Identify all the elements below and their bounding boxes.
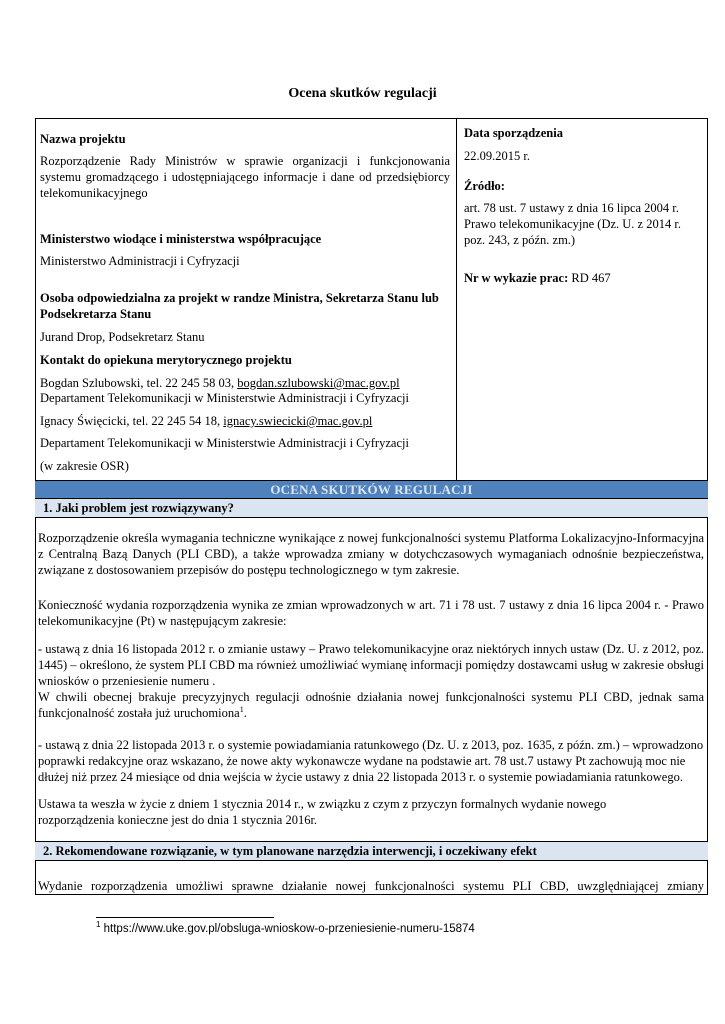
- ministry-label: Ministerstwo wiodące i ministerstwa współpracujące: [40, 232, 322, 246]
- source-text: art. 78 ust. 7 ustawy z dnia 16 lipca 2004 r. Prawo telekomunikacyjne (Dz. U. z 2014 r. poz. 243, z późn. zm.): [464, 201, 681, 247]
- section-1-para-3: - ustawą z dnia 16 listopada 2012 r. o zmianie ustawy – Prawo telekomunikacyjne oraz niektórych innych ustaw (Dz. U. z 2012, poz. 1445) – określono, że system PLI CBD ma również umożliwiać wymianę informacji pomiędzy dostawcami usług w zakresie obsługi wniosków o przeniesienie numeru .: [38, 642, 704, 688]
- contact-1-name: Bogdan Szlubowski, tel. 22 245 58 03,: [40, 376, 238, 390]
- section-1-para-4-text: W chwili obecnej brakuje precyzyjnych regulacji odnośnie działania nowej funkcjonalności systemu PLI CBD, jednak sama funkcjonalność została już uruchomiona: [38, 690, 704, 720]
- responsible-text: Jurand Drop, Podsekretarz Stanu: [40, 330, 205, 344]
- contact-2: [40, 413, 372, 429]
- ministry-text: Ministerstwo Administracji i Cyfryzacji: [40, 254, 240, 268]
- contact-1-dept: Departament Telekomunikacji w Ministerstwie Administracji i Cyfryzacji: [40, 391, 409, 405]
- date-label: Data sporządzenia: [464, 126, 563, 140]
- project-name-label: Nazwa projektu: [40, 132, 126, 146]
- section-1-para-2: Konieczność wydania rozporządzenia wynika ze zmian wprowadzonych w art. 71 i 78 ust. 7 ustawy z dnia 16 lipca 2004 r. - Prawo telekomunikacyjne (Pt) w następującym zakresie:: [38, 598, 704, 628]
- section-2-para-1: Wydanie rozporządzenia umożliwi sprawne działanie nowej funkcjonalności systemu PLI CBD, uwzględniającej zmiany: [38, 879, 704, 893]
- registry-label: Nr w wykazie prac:: [464, 271, 569, 285]
- section-1-para-6: Ustawa ta weszła w życie z dniem 1 stycznia 2014 r., w związku z czym z przyczyn formalnych wydanie nowego rozporządzenia konieczne jest do dnia 1 stycznia 2016r.: [38, 797, 607, 827]
- registry-line: [464, 270, 611, 286]
- page-title: Ocena skutków regulacji: [288, 86, 437, 101]
- section-1-para-5: - ustawą z dnia 22 listopada 2013 r. o systemie powiadamiania ratunkowego (Dz. U. z 2013, poz. 1635, z późn. zm.) – wprowadzono poprawki redakcyjne oraz wskazano, że nowe akty wykonawcze wydane na podstawie art. 78 ust.7 ustawy Pt zachowują moc nie dłużej niż przez 24 miesiące od dnia wejścia w życie ustawy z dnia 22 listopada 2013 r. o systemie powiadamiania ratunkowego.: [38, 738, 704, 784]
- project-name-text: Rozporządzenie Rady Ministrów w sprawie organizacji i funkcjonowania systemu gromadzącego i udostępniającego informacje i dane od przedsiębiorcy telekomunikacyjnego: [40, 154, 450, 200]
- footnote-ref[interactable]: 1: [239, 704, 244, 714]
- section-1-para-1: Rozporządzenie określa wymagania techniczne wynikające z nowej funkcjonalności systemu Platforma Lokalizacyjno-Informacyjna z Centralną Bazą Danych (PLI CBD), a także wprowadza zmiany w dotychczasowych wymaganiach odnośnie bezpieczeństwa, związane z dostosowaniem przepisów do postępu technologicznego w tym zakresie.: [38, 531, 704, 577]
- footnote-number: 1: [96, 920, 101, 930]
- contact-2-name: Ignacy Święcicki, tel. 22 245 54 18,: [40, 414, 224, 428]
- responsible-label: Osoba odpowiedzialna za projekt w randze Ministra, Sekretarza Stanu lub Podsekretarza Stanu: [40, 291, 439, 321]
- footnote: [96, 920, 475, 935]
- date-value: 22.09.2015 r.: [464, 149, 530, 163]
- contact-label: Kontakt do opiekuna merytorycznego projektu: [40, 353, 292, 367]
- contact-2-note: (w zakresie OSR): [40, 459, 129, 473]
- contact-2-dept: Departament Telekomunikacji w Ministerstwie Administracji i Cyfryzacji: [40, 436, 409, 450]
- registry-value: RD 467: [568, 271, 611, 285]
- section-2-heading: 2. Rekomendowane rozwiązanie, w tym planowane narzędzia interwencji, i oczekiwany efekt: [35, 841, 708, 861]
- osr-banner: OCENA SKUTKÓW REGULACJI: [35, 481, 708, 498]
- column-divider: [456, 118, 457, 481]
- footnote-url[interactable]: https://www.uke.gov.pl/obsluga-wnioskow-o-przeniesienie-numeru-15874: [100, 923, 475, 935]
- section-1-para-4: W chwili obecnej brakuje precyzyjnych regulacji odnośnie działania nowej funkcjonalności systemu PLI CBD, jednak sama funkcjonalność została już uruchomiona$^1$.: [38, 690, 704, 720]
- source-label: Źródło:: [464, 179, 505, 193]
- contact-2-email-link[interactable]: ignacy.swiecicki@mac.gov.pl: [223, 414, 373, 428]
- contact-1-email-link[interactable]: bogdan.szlubowski@mac.gov.pl: [237, 376, 400, 390]
- contact-1: [40, 375, 400, 391]
- footnote-separator: [96, 917, 274, 918]
- section-1-heading: 1. Jaki problem jest rozwiązywany?: [35, 498, 708, 518]
